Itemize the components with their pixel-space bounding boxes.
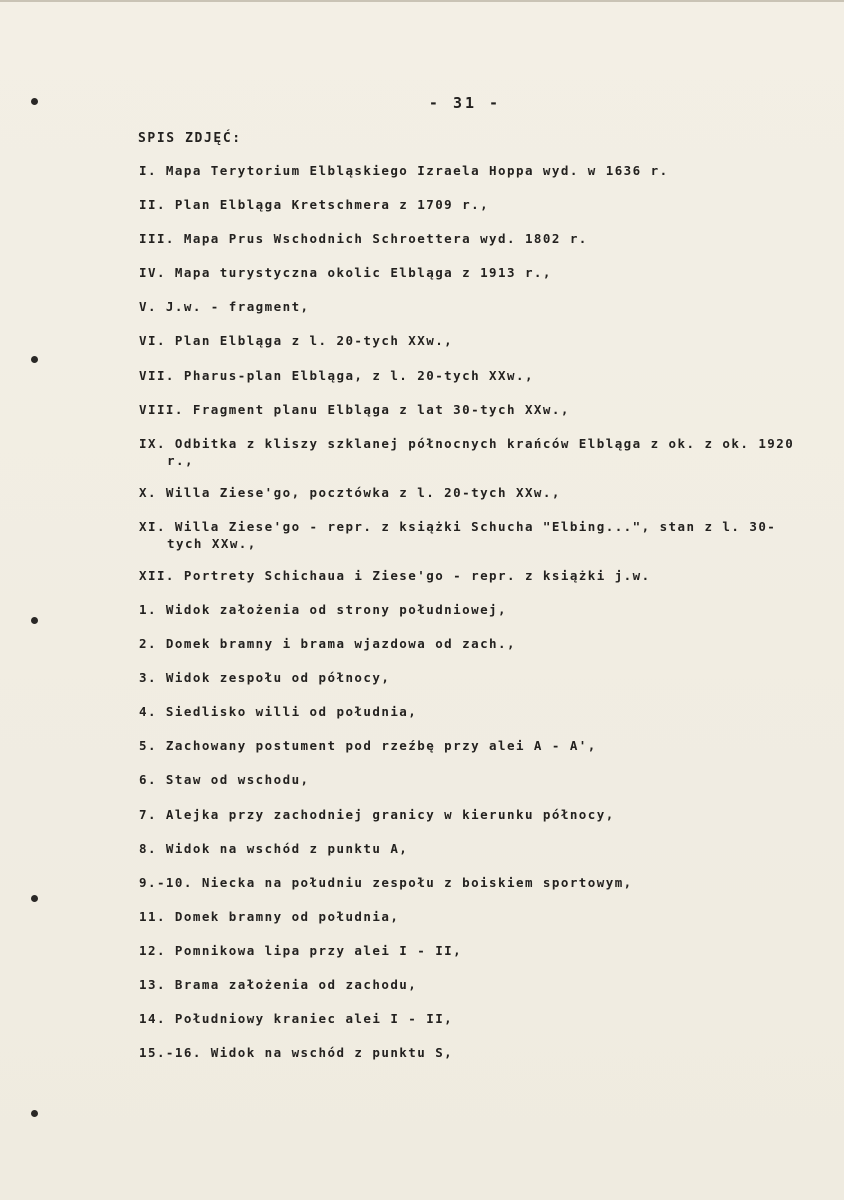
list-item: XII. Portrety Schichaua i Ziese'go - repr. z książki j.w. bbox=[139, 567, 651, 583]
list-item: 11. Domek bramny od południa, bbox=[139, 908, 400, 924]
list-item: 2. Domek bramny i brama wjazdowa od zach., bbox=[139, 636, 516, 652]
list-item: 1. Widok założenia od strony południowej, bbox=[139, 601, 508, 617]
punch-hole bbox=[31, 895, 38, 902]
list-item: 14. Południowy kraniec alei I - II, bbox=[139, 1011, 454, 1027]
list-item: III. Mapa Prus Wschodnich Schroettera wyd. 1802 r. bbox=[139, 231, 588, 247]
list-item: 12. Pomnikowa lipa przy alei I - II, bbox=[139, 942, 463, 958]
list-item: 8. Widok na wschód z punktu A, bbox=[139, 840, 409, 856]
photo-list bbox=[139, 162, 807, 1078]
punch-hole bbox=[31, 356, 38, 363]
list-item: 7. Alejka przy zachodniej granicy w kierunku północy, bbox=[139, 806, 615, 822]
list-item: 15.-16. Widok na wschód z punktu S, bbox=[139, 1045, 454, 1061]
list-item: VIII. Fragment planu Elbląga z lat 30-tych XXw., bbox=[139, 401, 570, 417]
punch-hole bbox=[31, 617, 38, 624]
list-item: VI. Plan Elbląga z l. 20-tych XXw., bbox=[139, 333, 454, 349]
list-item: I. Mapa Terytorium Elbląskiego Izraela Hoppa wyd. w 1636 r. bbox=[139, 163, 669, 178]
list-item: XI. Willa Ziese'go - repr. z książki Schucha "Elbing...", stan z l. 30-tych XXw., bbox=[139, 518, 777, 551]
list-item: 5. Zachowany postument pod rzeźbę przy alei A - A', bbox=[139, 738, 597, 754]
list-item: 3. Widok zespołu od północy, bbox=[139, 670, 391, 686]
list-item: 9.-10. Niecka na południu zespołu z boiskiem sportowym, bbox=[139, 874, 633, 890]
list-item: II. Plan Elbląga Kretschmera z 1709 r., bbox=[139, 197, 490, 213]
list-item: VII. Pharus-plan Elbląga, z l. 20-tych XXw., bbox=[139, 367, 534, 383]
page-number: - 31 - bbox=[428, 94, 502, 112]
punch-hole bbox=[31, 1110, 38, 1117]
list-item: 4. Siedlisko willi od południa, bbox=[139, 704, 418, 720]
list-item: 6. Staw od wschodu, bbox=[139, 772, 310, 788]
list-item: V. J.w. - fragment, bbox=[139, 299, 310, 315]
list-item: IV. Mapa turystyczna okolic Elbląga z 1913 r., bbox=[139, 265, 552, 281]
list-item: IX. Odbitka z kliszy szklanej północnych krańców Elbląga z ok. z ok. 1920 r., bbox=[139, 435, 804, 468]
list-item: X. Willa Ziese'go, pocztówka z l. 20-tych XXw., bbox=[139, 484, 561, 500]
list-item: 13. Brama założenia od zachodu, bbox=[139, 976, 418, 992]
list-heading: SPIS ZDJĘĆ: bbox=[138, 131, 242, 146]
